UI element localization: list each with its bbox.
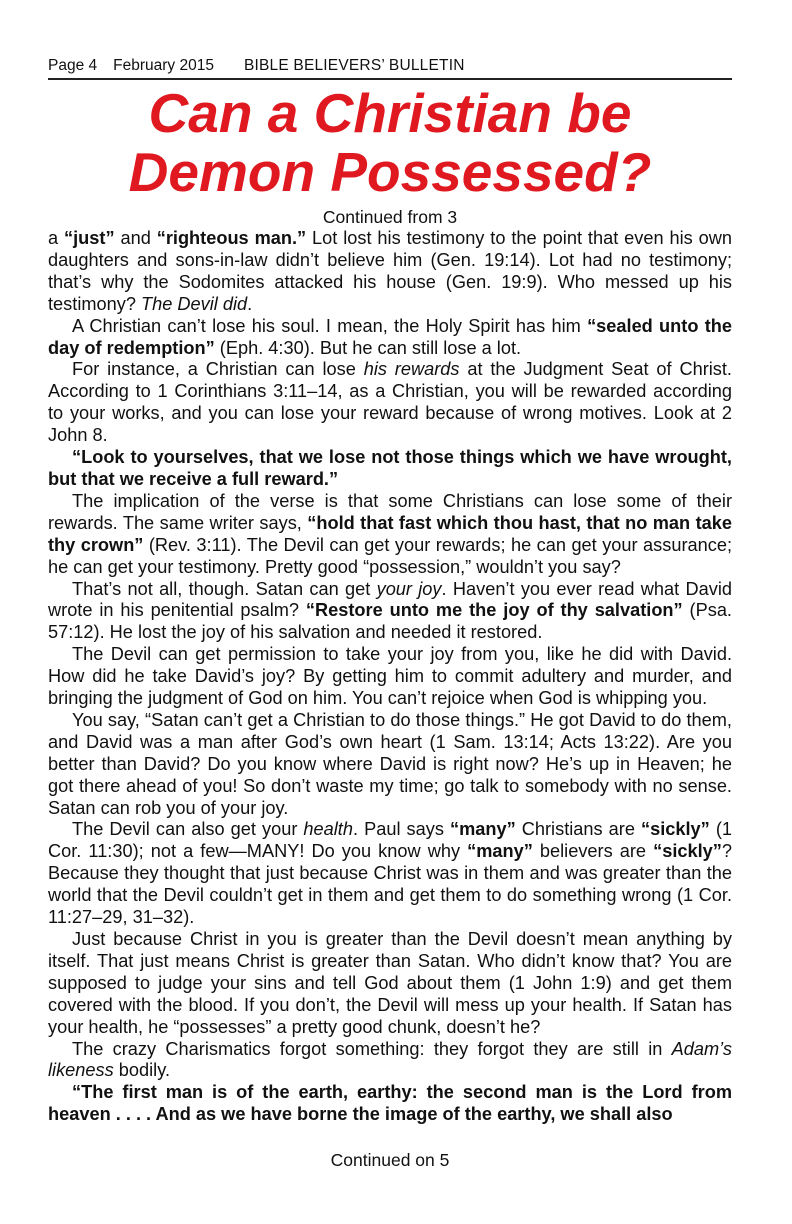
bold-quote: “Restore unto me the joy of thy salvation” [305, 600, 683, 621]
text-run: For instance, a Christian can lose [72, 359, 364, 380]
bold-quote: “many” [450, 819, 516, 840]
bold-quote: “sealed unto the day of redemption” [48, 315, 732, 358]
italic-emphasis: your joy [376, 578, 442, 599]
italic-emphasis: health [303, 819, 353, 840]
text-run: ? Because they thought that just because Christ was in them and was greater than the world that the Devil couldn’t get in them and get them to do something wrong (1 Cor. 11:27–29, 31–32). [48, 841, 733, 928]
text-run: . Haven’t you ever read what David wrote in his penitential psalm? [48, 578, 733, 621]
text-run: (Eph. 4:30). But he can still lose a lot. [214, 337, 522, 358]
title-line-1: Can a Christian be [148, 82, 632, 144]
body-paragraph [48, 1082, 732, 1126]
page-header [48, 56, 732, 80]
body-paragraph [48, 491, 732, 579]
body-paragraph [48, 710, 732, 820]
text-run: and [114, 228, 157, 248]
text-run: The Devil can also get your [72, 819, 304, 840]
text-run: believers are [532, 841, 654, 862]
text-run: (1 Cor. 11:30); not a few—MANY! Do you know why [48, 819, 732, 862]
text-run: The Devil can get permission to take your joy from you, like he did with David. How did he take David’s joy? By getting him to commit adultery and murder, and bringing the judgment of God on him. You can’t rejoice when God is whipping you. [48, 644, 732, 709]
body-paragraph [48, 316, 732, 360]
body-paragraph [48, 1039, 732, 1083]
text-run: Lot lost his testimony to the point that even his own daughters and sons-in-law didn’t believe him (Gen. 19:14). Lot had no testimony; that’s why the Sodomites attacked his house (Gen. 19:9). Who messed up his testimony? [48, 228, 733, 314]
bold-quote: “hold that fast which thou hast, that no man take thy crown” [48, 512, 732, 555]
bold-quote: “righteous man.” [156, 228, 307, 248]
text-run: (Psa. 57:12). He lost the joy of his salvation and needed it restored. [48, 600, 732, 643]
article-body [48, 228, 732, 1126]
italic-emphasis: The Devil did [141, 293, 248, 314]
body-paragraph [48, 228, 732, 316]
text-run: You say, “Satan can’t get a Christian to do those things.” He got David to do them, and David was a man after God’s own heart (1 Sam. 13:14; Acts 13:22). Are you better than David? Do you know where David is right now? He’s up in Heaven; he got there ahead of you! So don’t waste my time; go talk to somebody with no sense. Satan can rob you of your joy. [48, 709, 732, 818]
text-run: (Rev. 3:11). The Devil can get your rewards; he can get your assurance; he can get your testimony. Pretty good “possession,” wouldn’t you say? [48, 534, 732, 577]
continued-from-note: Continued from 3 [322, 207, 458, 227]
body-paragraph [48, 447, 732, 491]
body-paragraph [48, 579, 732, 645]
text-run: That’s not all, though. Satan can get [72, 578, 377, 599]
page-number: Page 4 [48, 57, 98, 74]
bold-quote: “sickly” [641, 819, 710, 840]
publication-name: BIBLE BELIEVERS’ BULLETIN [243, 57, 465, 74]
body-paragraph [48, 929, 732, 1039]
bold-quote: “many” [467, 841, 533, 862]
italic-emphasis: Adam’s likeness [48, 1038, 732, 1081]
bold-quote: “just” [64, 228, 115, 248]
body-paragraph [48, 819, 732, 929]
text-run: A Christian can’t lose his soul. I mean, the Holy Spirit has him [72, 315, 588, 336]
text-run: at the Judgment Seat of Christ. According to 1 Corinthians 3:11–14, as a Christian, you will be rewarded according to your works, and you can lose your reward because of wrong motives. Look at 2 John 8. [48, 359, 732, 446]
text-run: a [48, 228, 65, 248]
text-run: Christians are [515, 819, 641, 840]
text-run: . [247, 293, 253, 314]
bold-quote: “Look to yourselves, that we lose not those things which we have wrought, but that we receive a full reward.” [48, 447, 732, 489]
continued-on-note: Continued on 5 [330, 1150, 450, 1170]
article-title [48, 84, 732, 202]
issue-date: February 2015 [113, 57, 214, 74]
bold-quote: “sickly” [653, 841, 722, 862]
bold-quote: “The first man is of the earth, earthy: the second man is the Lord from heaven . . . . And as we have borne the image of the earthy, we shall also [48, 1082, 732, 1125]
text-run: The implication of the verse is that some Christians can lose some of their rewards. The same writer says, [48, 490, 732, 533]
italic-emphasis: his rewards [363, 359, 460, 380]
title-line-2: Demon Possessed? [128, 141, 652, 203]
text-run: . Paul says [352, 819, 450, 840]
text-run: bodily. [113, 1060, 170, 1081]
text-run: Just because Christ in you is greater than the Devil doesn’t mean anything by itself. That just means Christ is greater than Satan. Who didn’t know that? You are supposed to judge your sins and tell God about them (1 John 1:9) and get them covered with the blood. If you don’t, the Devil will mess up your health. If Satan has your health, he “possesses” a pretty good chunk, doesn’t he? [48, 929, 732, 1037]
body-paragraph [48, 644, 732, 710]
body-paragraph [48, 359, 732, 447]
text-run: The crazy Charismatics forgot something: they forgot they are still in [72, 1038, 672, 1059]
